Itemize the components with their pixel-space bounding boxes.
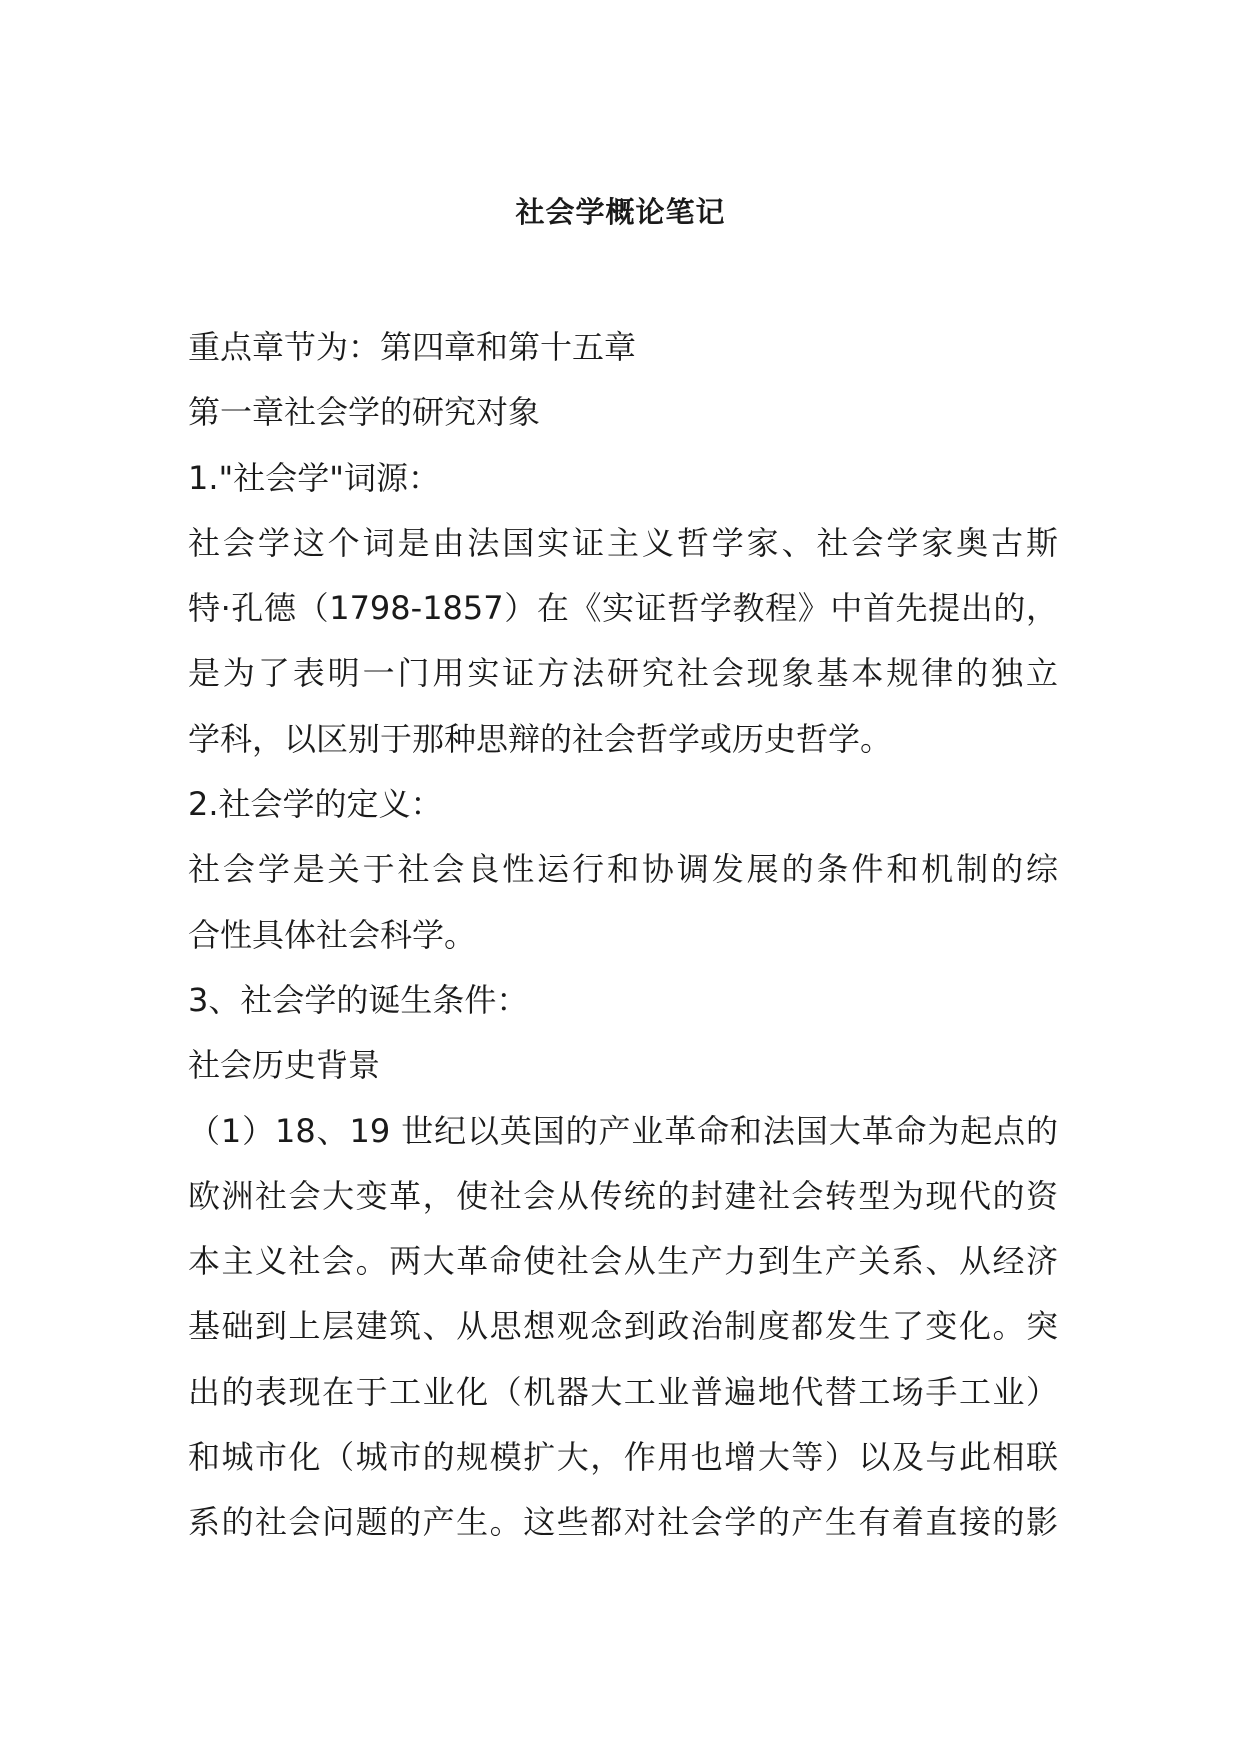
document-body [188, 315, 1058, 1556]
text-line: 社会学是关于社会良性运行和协调发展的条件和机制的综 [188, 850, 1058, 889]
text-line: 基础到上层建筑、从思想观念到政治制度都发生了变化。突 [188, 1307, 1058, 1346]
text-line: 1."社会学"词源： [188, 458, 440, 497]
text-line: 合性具体社会科学。 [188, 915, 477, 954]
text-line: 重点章节为：第四章和第十五章 [188, 328, 637, 366]
document-title: 社会学概论笔记 [515, 195, 726, 229]
text-line: 欧洲社会大变革，使社会从传统的封建社会转型为现代的资 [188, 1176, 1058, 1215]
text-line: 第一章社会学的研究对象 [188, 393, 541, 432]
text-line: （1）18、19 世纪以英国的产业革命和法国大革命为起点的 [188, 1111, 1058, 1150]
text-line: 系的社会问题的产生。这些都对社会学的产生有着直接的影 [188, 1503, 1058, 1542]
text-line: 本主义社会。两大革命使社会从生产力到生产关系、从经济 [188, 1242, 1058, 1281]
text-line: 出的表现在于工业化（机器大工业普遍地代替工场手工业） [188, 1372, 1058, 1411]
text-line: 3、社会学的诞生条件： [188, 980, 529, 1019]
text-line: 2.社会学的定义： [188, 785, 443, 824]
text-line: 社会历史背景 [188, 1046, 381, 1085]
text-line: 和城市化（城市的规模扩大，作用也增大等）以及与此相联 [188, 1438, 1058, 1477]
text-line: 特·孔德（1798-1857）在《实证哲学教程》中首先提出的， [188, 589, 1058, 628]
text-line: 是为了表明一门用实证方法研究社会现象基本规律的独立 [188, 654, 1058, 693]
text-line: 学科，以区别于那种思辩的社会哲学或历史哲学。 [188, 719, 893, 758]
text-line: 社会学这个词是由法国实证主义哲学家、社会学家奥古斯 [188, 523, 1058, 562]
